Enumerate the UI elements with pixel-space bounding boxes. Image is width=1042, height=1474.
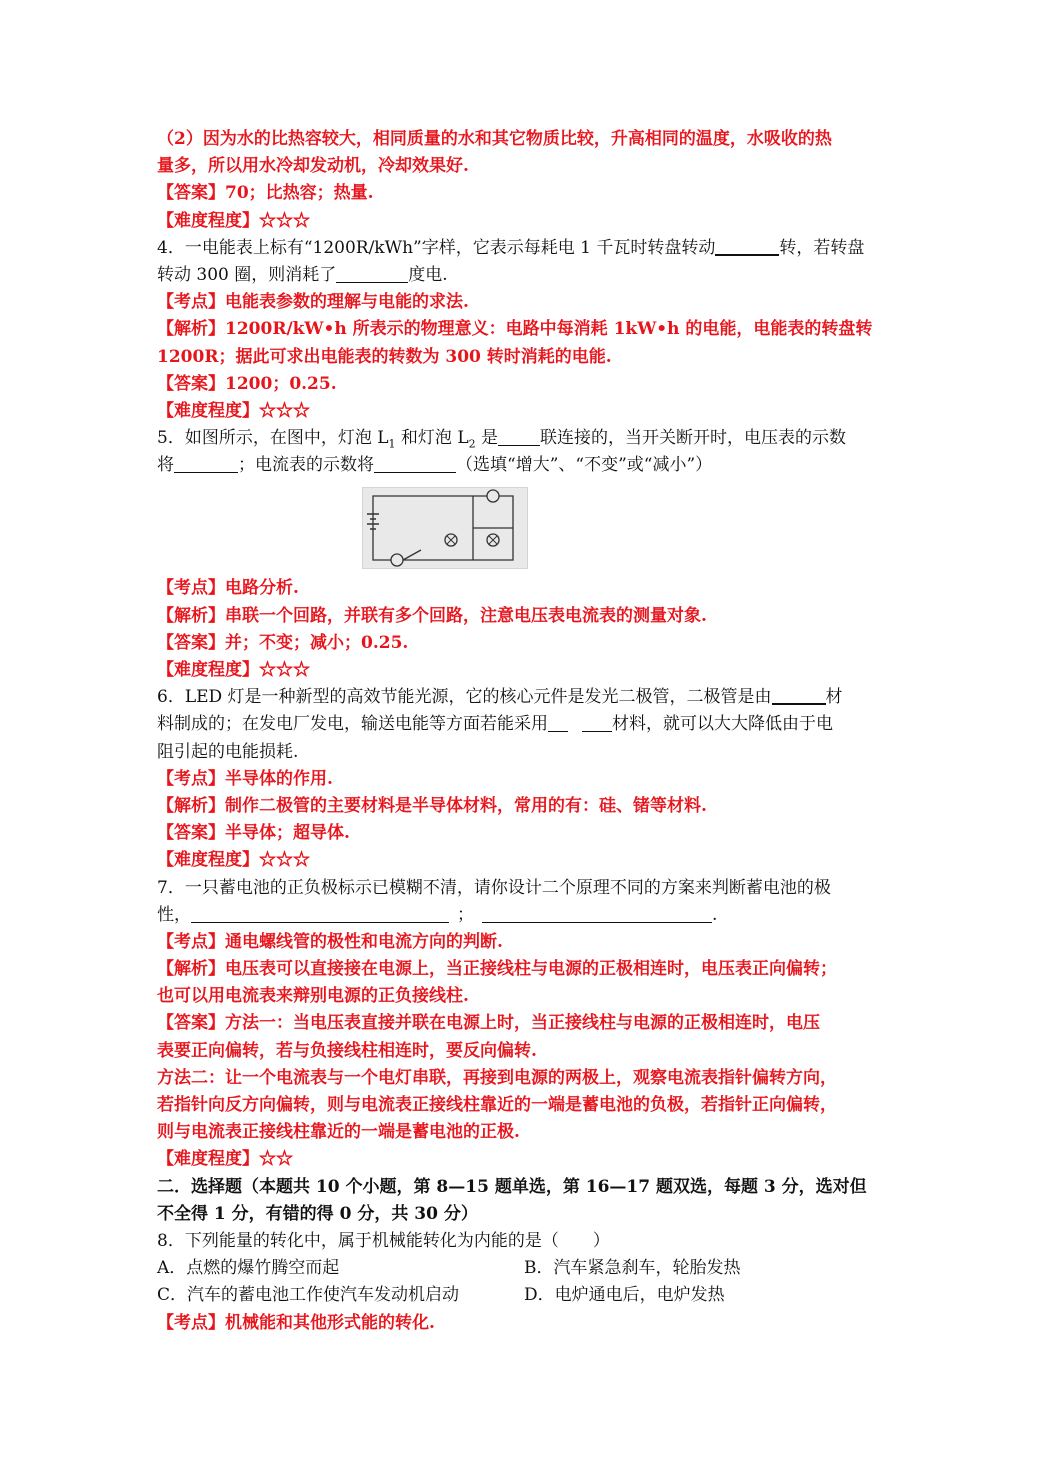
q8-stem: 8．下列能量的转化中，属于机械能转化为内能的是（ ）: [157, 1230, 610, 1251]
analysis-label: 【解析】: [157, 795, 225, 816]
q7-answer-line-2: 表要正向偏转，若与负接线柱相连时，要反向偏转.: [157, 1040, 537, 1061]
q6-blank-2a: [548, 713, 568, 732]
difficulty-stars: ☆☆☆: [259, 400, 310, 421]
q8-option-c: C．汽车的蓄电池工作使汽车发动机启动: [157, 1285, 460, 1306]
q7-stem-text: .: [712, 904, 718, 925]
q8-topic: [157, 1310, 887, 1337]
q6-blank-2b: [582, 713, 612, 732]
analysis-text: 电压表可以直接接在电源上，当正接线柱与电源的正极相连时，电压表正向偏转；: [225, 959, 837, 980]
difficulty-label: 【难度程度】: [157, 660, 259, 680]
answer-text: 并；不变；减小；0.25.: [225, 632, 409, 653]
q6-difficulty: [157, 847, 887, 874]
q6-stem-line-1: [157, 684, 887, 711]
q7-answer-line-4: 若指针向反方向偏转，则与电流表正接线柱靠近的一端是蓄电池的负极，若指针正向偏转，: [157, 1095, 837, 1115]
topic-text: 通电螺线管的极性和电流方向的判断.: [225, 931, 503, 952]
q5-stem-text: ；电流表的示数将: [238, 455, 374, 476]
document-page: [157, 126, 887, 1337]
subscript: 1: [388, 437, 396, 451]
circuit-diagram-figure: [362, 487, 528, 569]
topic-text: 电路分析.: [225, 578, 299, 599]
q3-explanation-line-2: 量多，所以用水冷却发动机，冷却效果好.: [157, 156, 469, 177]
q7-answer-line-1: [157, 1010, 887, 1037]
analysis-text: 1200R/kW•h 所表示的物理意义：电路中每消耗 1kW•h 的电能，电能表的转盘转: [225, 319, 873, 340]
circuit-diagram: [363, 488, 527, 568]
q5-stem-text: 和灯泡 L: [395, 428, 469, 449]
answer-text: 1200；0.25.: [225, 373, 337, 394]
switch-icon: [403, 550, 421, 560]
q7-analysis-line-2: 也可以用电流表来辩别电源的正负接线柱.: [157, 986, 469, 1007]
analysis-label: 【解析】: [157, 959, 225, 980]
analysis-text: 串联一个回路，并联有多个回路，注意电压表电流表的测量对象.: [225, 605, 707, 626]
difficulty-stars: ☆☆☆: [259, 660, 310, 680]
q7-analysis-line-1: [157, 956, 887, 983]
q7-answer-line-3: 方法二：让一个电流表与一个电灯串联，再接到电源的两极上，观察电流表指针偏转方向，: [157, 1067, 837, 1088]
difficulty-label: 【难度程度】: [157, 400, 259, 421]
q5-topic: [157, 575, 887, 602]
q6-stem-text: 料制成的；在发电厂发电，输送电能等方面若能采用: [157, 714, 548, 735]
q8-option-b: B．汽车紧急刹车，轮胎发热: [524, 1258, 741, 1279]
topic-label: 【考点】: [157, 1312, 225, 1333]
topic-label: 【考点】: [157, 931, 225, 952]
difficulty-stars: ☆☆: [259, 1149, 293, 1170]
q4-topic: [157, 289, 887, 316]
q8-options-row-1: [157, 1255, 887, 1282]
difficulty-label: 【难度程度】: [157, 1149, 259, 1170]
answer-label: 【答案】: [157, 632, 225, 653]
q4-difficulty: [157, 398, 887, 425]
q3-explanation-line-1: （2）因为水的比热容较大，相同质量的水和其它物质比较，升高相同的温度，水吸收的热: [157, 129, 832, 149]
q3-answer: [157, 180, 887, 207]
analysis-label: 【解析】: [157, 319, 225, 340]
q8-options-row-2: [157, 1282, 887, 1309]
q6-stem-text: 材: [825, 687, 843, 708]
q6-stem-line-2: [157, 711, 887, 738]
q5-answer: [157, 630, 887, 657]
q6-analysis: [157, 793, 887, 820]
q4-analysis-line-2: 1200R；据此可求出电能表的转数为 300 转时消耗的电能.: [157, 346, 612, 367]
topic-text: 半导体的作用.: [225, 768, 333, 789]
q5-stem-text: （选填“增大”、“不变”或“减小”）: [456, 455, 713, 476]
q7-topic: [157, 929, 887, 956]
q6-answer: [157, 820, 887, 847]
section-2-heading-line-2: 不全得 1 分，有错的得 0 分，共 30 分）: [157, 1203, 478, 1224]
q7-blank-2: [482, 904, 712, 923]
q6-topic: [157, 766, 887, 793]
q4-stem-line-1: [157, 235, 887, 262]
answer-text: 70；比热容；热量.: [225, 183, 374, 204]
q6-stem-text: 6．LED 灯是一种新型的高效节能光源，它的核心元件是发光二极管，二极管是由: [157, 687, 772, 708]
topic-label: 【考点】: [157, 292, 225, 313]
answer-label: 【答案】: [157, 1013, 225, 1034]
q7-stem-text: ；: [457, 904, 474, 925]
q5-stem-text: 是: [475, 428, 499, 449]
q4-stem-text: 转动 300 圈，则消耗了: [157, 264, 337, 285]
answer-label: 【答案】: [157, 183, 225, 204]
topic-text: 机械能和其他形式能的转化.: [225, 1312, 435, 1333]
analysis-text: 制作二极管的主要材料是半导体材料，常用的有：硅、锗等材料.: [225, 795, 707, 816]
difficulty-stars: ☆☆☆: [259, 210, 310, 231]
q5-blank-2: [174, 454, 238, 473]
q4-stem-text: 4．一电能表上标有“1200R/kWh”字样，它表示每耗电 1 千瓦时转盘转动: [157, 237, 716, 258]
q7-stem-text: 性，: [157, 904, 191, 925]
q8-option-d: D．电炉通电后，电炉发热: [524, 1285, 725, 1306]
voltmeter-icon: [487, 490, 499, 502]
q7-stem-line-1: 7．一只蓄电池的正负极标示已模糊不清，请你设计二个原理不同的方案来判断蓄电池的极: [157, 877, 831, 898]
answer-label: 【答案】: [157, 373, 225, 394]
difficulty-label: 【难度程度】: [157, 850, 259, 871]
answer-text: 方法一：当电压表直接并联在电源上时，当正接线柱与电源的正极相连时，电压: [225, 1013, 820, 1034]
q7-stem-line-2: [157, 902, 887, 929]
q5-stem-line-1: [157, 425, 887, 452]
q7-answer-line-5: 则与电流表正接线柱靠近的一端是蓄电池的正极.: [157, 1122, 520, 1143]
q6-blank-1: [772, 685, 826, 705]
q6-stem-line-3: 阻引起的电能损耗.: [157, 741, 299, 762]
section-2-heading-line-1: 二．选择题（本题共 10 个小题，第 8—15 题单选，第 16—17 题双选，每题 3 分，选对但: [157, 1176, 867, 1197]
q5-blank-3: [374, 454, 456, 473]
ammeter-icon: [391, 554, 403, 566]
q7-blank-1: [191, 904, 449, 923]
q5-stem-text: 联连接的，当开关断开时，电压表的示数: [540, 428, 847, 449]
q3-difficulty: [157, 208, 887, 235]
answer-text: 半导体；超导体.: [225, 823, 350, 844]
q5-stem-text: 5．如图所示，在图中，灯泡 L: [157, 428, 389, 449]
q4-stem-text: 度电.: [408, 264, 448, 285]
difficulty-stars: ☆☆☆: [259, 850, 310, 871]
q7-difficulty: [157, 1146, 887, 1173]
q4-analysis-line-1: [157, 316, 887, 343]
q4-stem-text: 转，若转盘: [779, 237, 865, 258]
q5-blank-1: [498, 427, 540, 446]
q8-option-a: A．点燃的爆竹腾空而起: [157, 1258, 340, 1279]
difficulty-label: 【难度程度】: [157, 210, 259, 231]
topic-text: 电能表参数的理解与电能的求法.: [225, 292, 469, 313]
analysis-label: 【解析】: [157, 605, 225, 626]
q4-blank-1: [715, 236, 779, 256]
topic-label: 【考点】: [157, 578, 225, 599]
subscript: 2: [468, 437, 476, 451]
answer-label: 【答案】: [157, 823, 225, 844]
q4-answer: [157, 371, 887, 398]
q5-stem-text: 将: [157, 455, 174, 476]
q6-stem-text: 材料，就可以大大降低由于电: [612, 714, 833, 735]
q5-analysis: [157, 603, 887, 630]
q5-stem-line-2: [157, 452, 887, 479]
q4-blank-2: [336, 264, 408, 283]
q5-difficulty: [157, 657, 887, 684]
topic-label: 【考点】: [157, 768, 225, 789]
q4-stem-line-2: [157, 262, 887, 289]
